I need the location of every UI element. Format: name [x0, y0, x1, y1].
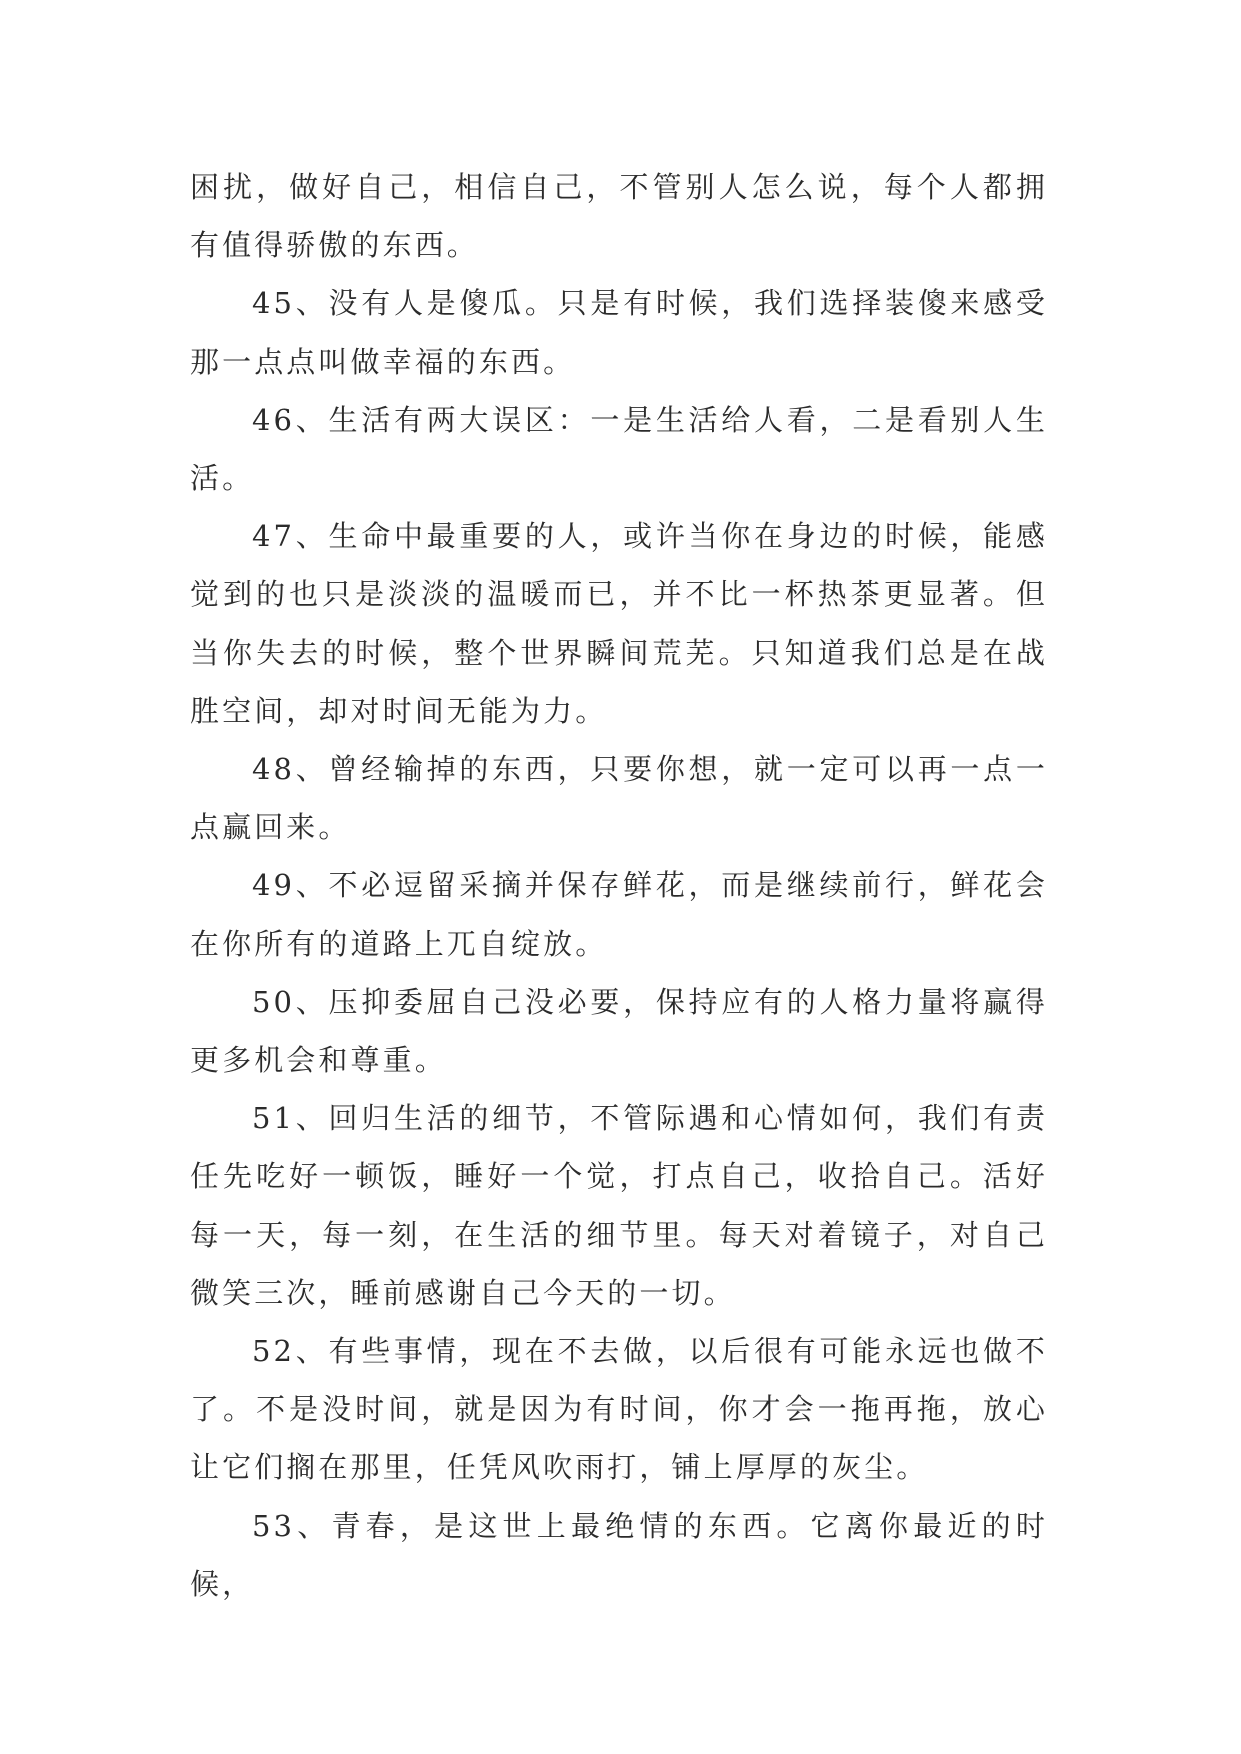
paragraph-53: 53、青春，是这世上最绝情的东西。它离你最近的时候，	[190, 1508, 1048, 1601]
paragraph-51: 51、回归生活的细节，不管际遇和心情如何，我们有责任先吃好一顿饭，睡好一个觉，打点自己，收拾自己。活好每一天，每一刻，在生活的细节里。每天对着镜子，对自己微笑三次，睡前感谢自己今天的一切。	[190, 1101, 1048, 1310]
paragraph-45: 45、没有人是傻瓜。只是有时候，我们选择装傻来感受那一点点叫做幸福的东西。	[190, 286, 1048, 379]
paragraph-48: 48、曾经输掉的东西，只要你想，就一定可以再一点一点赢回来。	[190, 752, 1048, 845]
paragraph-50: 50、压抑委屈自己没必要，保持应有的人格力量将赢得更多机会和尊重。	[190, 984, 1048, 1078]
paragraph-46: 46、生活有两大误区：一是生活给人看，二是看别人生活。	[190, 402, 1048, 496]
paragraph-47: 47、生命中最重要的人，或许当你在身边的时候，能感觉到的也只是淡淡的温暖而已，并不比一杯热茶更显著。但当你失去的时候，整个世界瞬间荒芜。只知道我们总是在战胜空间，却对时间无能为力。	[190, 519, 1048, 728]
paragraph-52: 52、有些事情，现在不去做，以后很有可能永远也做不了。不是没时间，就是因为有时间，你才会一拖再拖，放心让它们搁在那里，任凭风吹雨打，铺上厚厚的灰尘。	[190, 1334, 1048, 1485]
document-body	[190, 158, 1048, 1613]
paragraph-continued: 困扰，做好自己，相信自己，不管别人怎么说，每个人都拥有值得骄傲的东西。	[190, 170, 1048, 263]
paragraph-49: 49、不必逗留采摘并保存鲜花，而是继续前行，鲜花会在你所有的道路上兀自绽放。	[190, 868, 1048, 961]
